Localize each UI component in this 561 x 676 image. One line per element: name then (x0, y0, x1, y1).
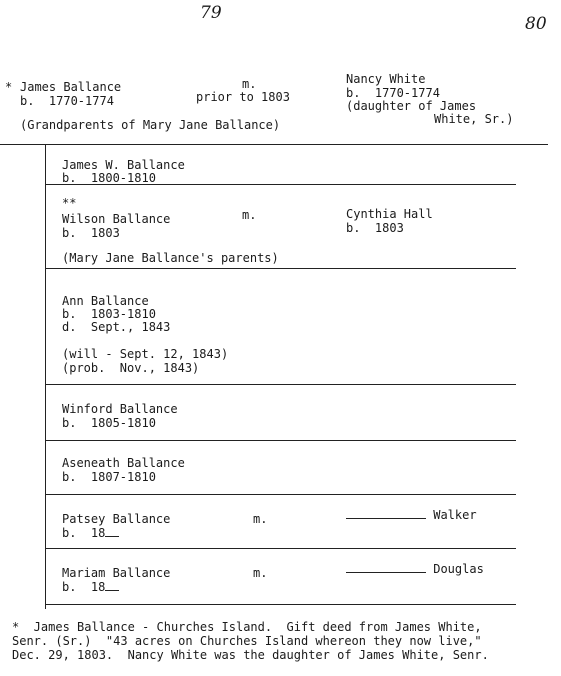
child-name: Winford Ballance (62, 402, 178, 416)
parents-caption: (Mary Jane Ballance's parents) (62, 251, 279, 265)
child-divider (46, 268, 516, 269)
grandparents-caption: (Grandparents of Mary Jane Ballance) (20, 118, 281, 132)
descendants-bracket (45, 145, 46, 609)
child-name: Aseneath Ballance (62, 456, 185, 470)
child-birth-line (62, 580, 119, 594)
page-number-right: 80 (525, 14, 547, 34)
spouse-birth: b. 1803 (346, 221, 404, 235)
spouse-name: Cynthia Hall (346, 207, 433, 221)
child-divider (46, 494, 516, 495)
footnote-line: Senr. (Sr.) "43 acres on Churches Island whereon they now live," (12, 634, 482, 648)
child-birth: b. 18 (62, 526, 106, 540)
child-name: Ann Ballance (62, 294, 149, 308)
child-divider (46, 440, 516, 441)
footnote-marker: * (5, 80, 13, 94)
birth-year-blank (105, 580, 119, 591)
child-divider (46, 548, 516, 549)
child-name: James W. Ballance (62, 158, 185, 172)
child-death: d. Sept., 1843 (62, 320, 171, 334)
marriage-label: m. (253, 566, 268, 580)
grandfather-name: James Ballance (20, 80, 122, 94)
footnote-line: * James Ballance - Churches Island. Gift deed from James White, (12, 620, 482, 634)
page-number-left: 79 (200, 3, 222, 23)
grandmother-note-continued: White, Sr.) (434, 112, 514, 126)
child-birth: b. 1803-1810 (62, 307, 156, 321)
child-divider (46, 384, 516, 385)
spouse-line (346, 508, 477, 522)
marriage-label: m. (253, 512, 268, 526)
child-divider (46, 184, 516, 185)
child-birth-line (62, 526, 119, 540)
spouse-given-name-blank (346, 508, 426, 519)
will-note: (will - Sept. 12, 1843) (62, 347, 229, 361)
grandparents-divider (0, 144, 548, 145)
child-birth: b. 1800-1810 (62, 171, 156, 185)
grandmother-name: Nancy White (346, 72, 426, 86)
grandfather-birth: b. 1770-1774 (20, 94, 114, 108)
child-birth: b. 1807-1810 (62, 470, 156, 484)
grandmother-birth: b. 1770-1774 (346, 86, 440, 100)
child-name: Wilson Ballance (62, 212, 171, 226)
child-divider (46, 604, 516, 605)
footnote-line: Dec. 29, 1803. Nancy White was the daughter of James White, Senr. (12, 648, 489, 662)
spouse-line (346, 562, 484, 576)
grandmother-note: (daughter of James (346, 99, 477, 113)
marriage-label: m. (242, 208, 257, 222)
child-name: Patsey Ballance (62, 512, 171, 526)
probate-note: (prob. Nov., 1843) (62, 361, 200, 375)
child-mark: ** (62, 196, 77, 210)
marriage-date: prior to 1803 (196, 90, 290, 104)
child-birth: b. 1805-1810 (62, 416, 156, 430)
child-birth: b. 1803 (62, 226, 120, 240)
marriage-label: m. (242, 77, 257, 91)
birth-year-blank (105, 526, 119, 537)
spouse-surname: Walker (433, 508, 477, 522)
child-name: Mariam Ballance (62, 566, 171, 580)
child-birth: b. 18 (62, 580, 106, 594)
spouse-surname: Douglas (433, 562, 484, 576)
spouse-given-name-blank (346, 562, 426, 573)
